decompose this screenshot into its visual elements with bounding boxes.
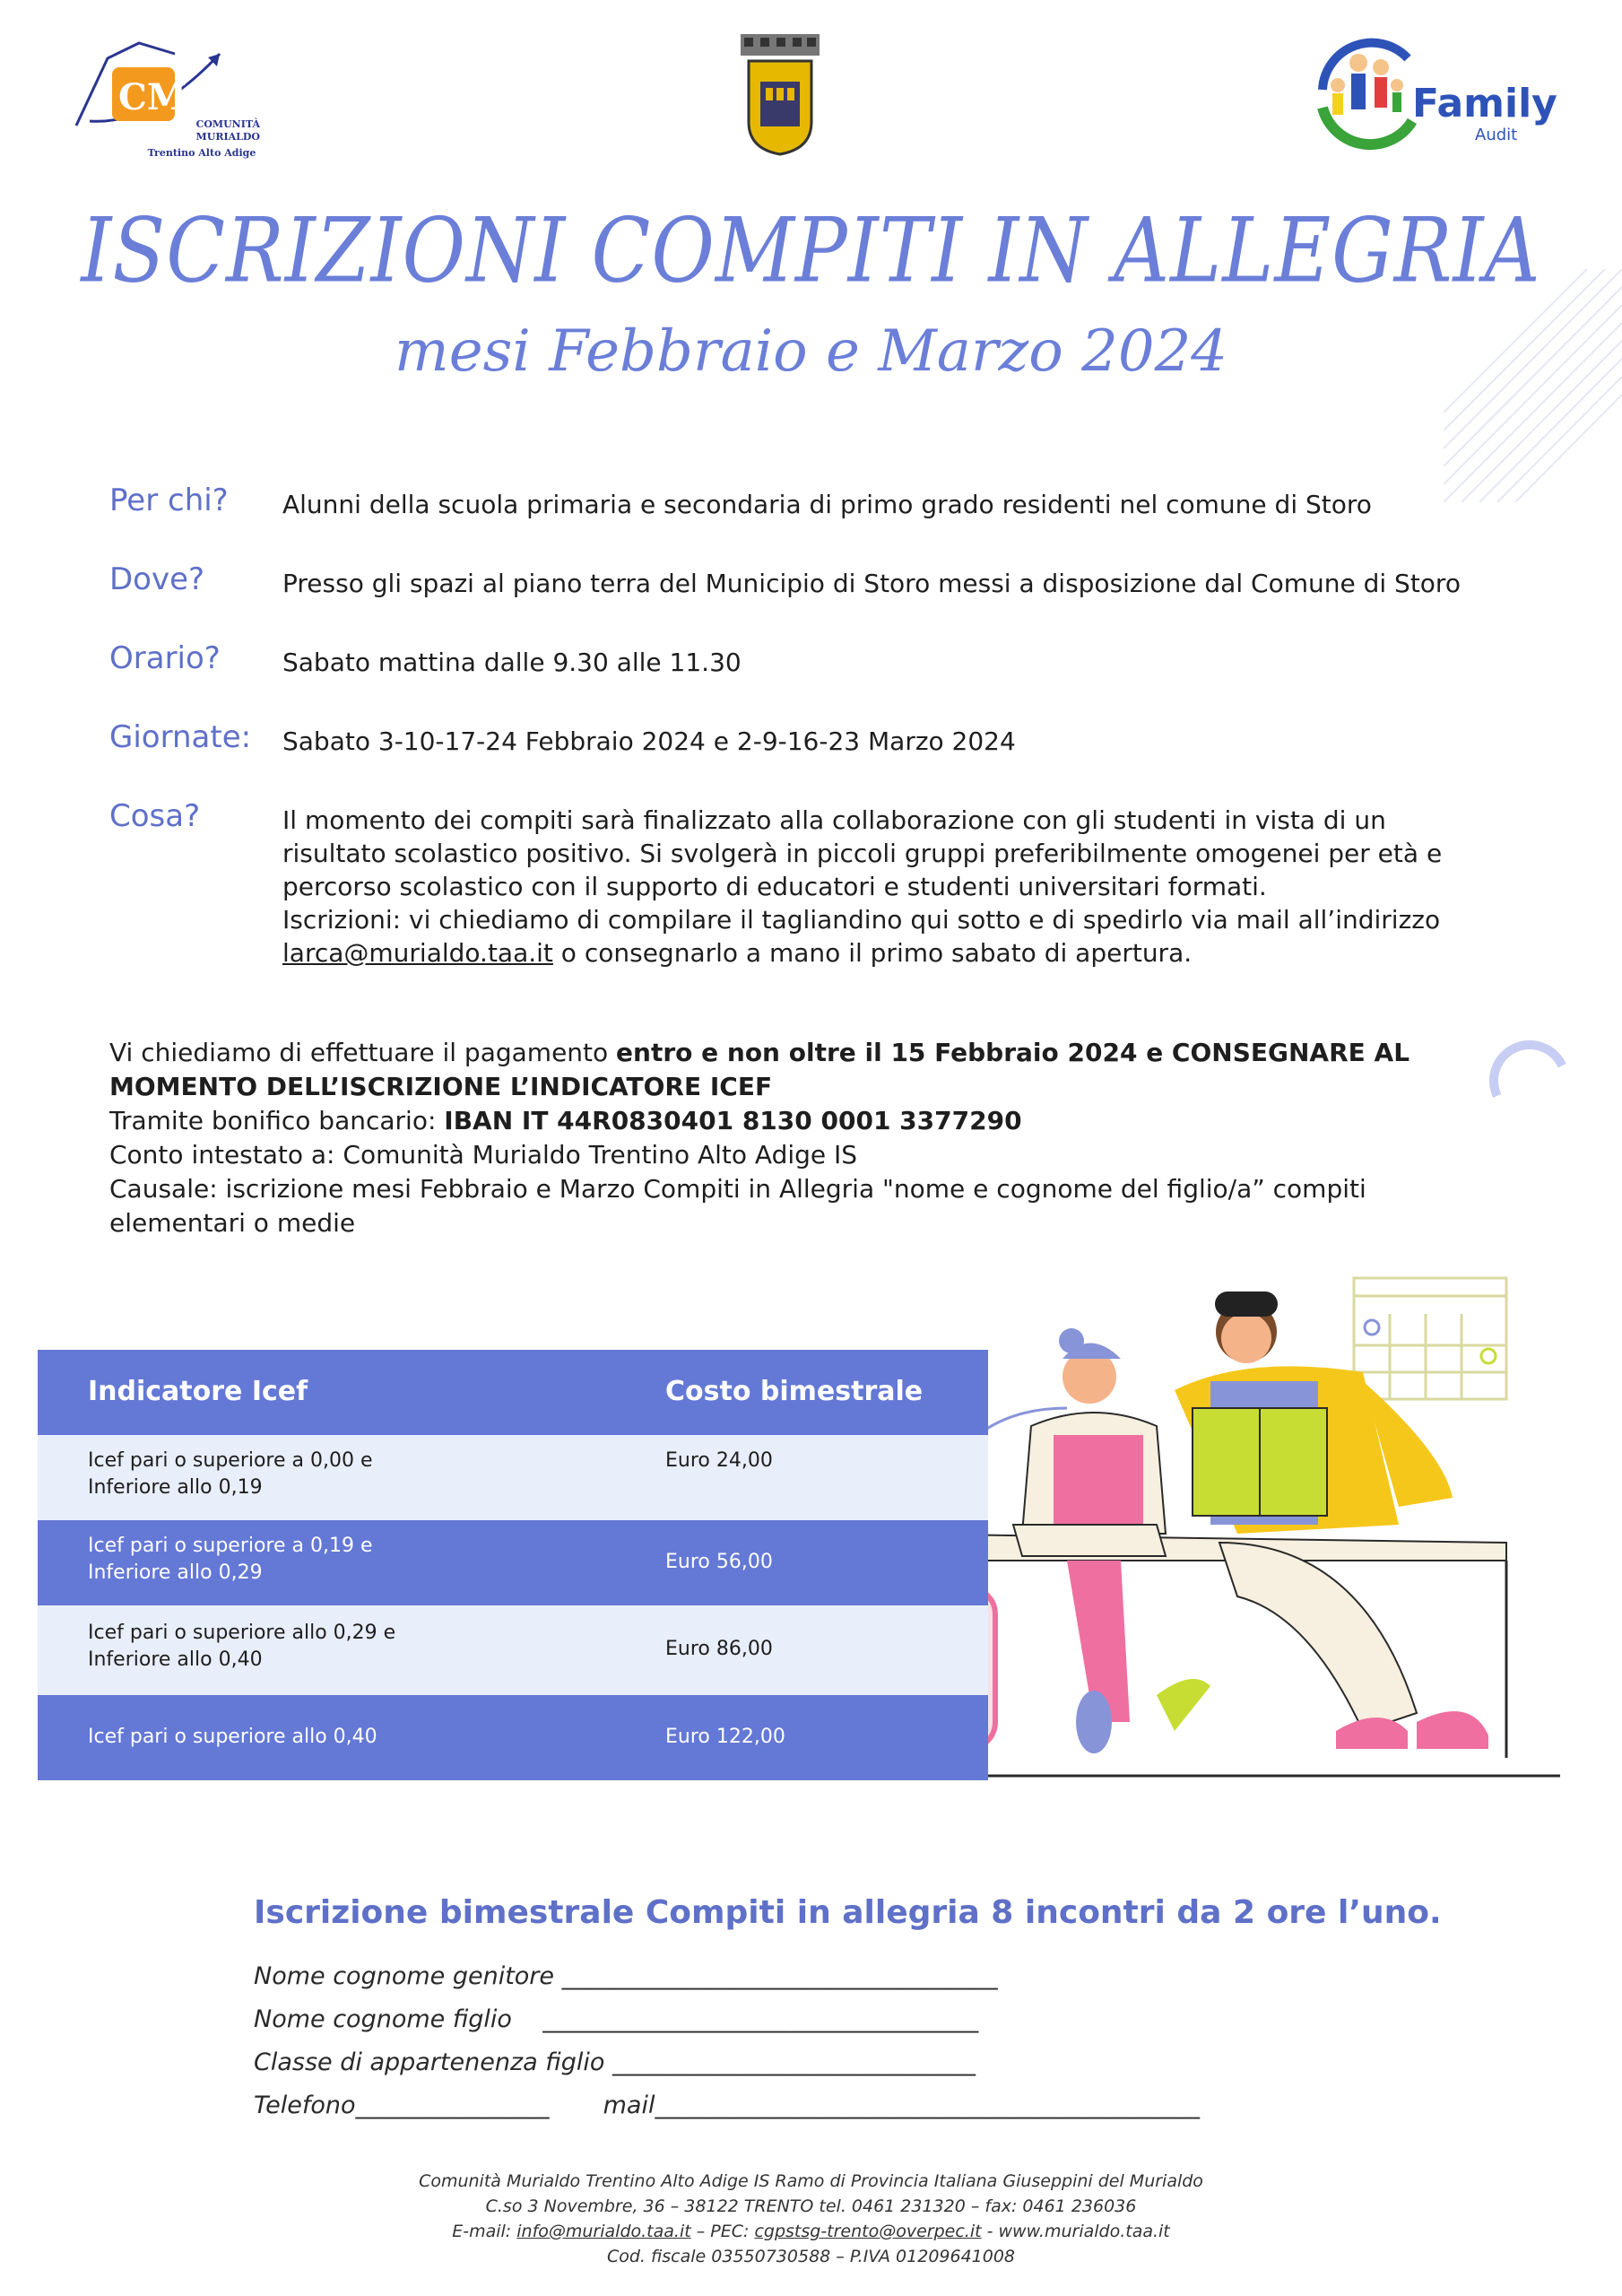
coat-of-arms-icon <box>735 32 825 158</box>
arc-decoration <box>1478 1029 1581 1132</box>
per-chi-label: Per chi? <box>109 483 229 518</box>
giornate-text: Sabato 3-10-17-24 Febbraio 2024 e 2-9-16-23 Marzo 2024 <box>282 726 1016 756</box>
svg-text:CM: CM <box>118 76 187 118</box>
table-row: Icef pari o superiore a 0,19 e Inferiore allo 0,29 Euro 56,00 <box>38 1520 988 1605</box>
parent-name-field[interactable]: Nome cognome genitore ____________________________________ <box>254 1962 998 1990</box>
footer-email-link[interactable]: info@murialdo.taa.it <box>516 2222 691 2241</box>
per-chi-text: Alunni della scuola primaria e secondaria di primo grado residenti nel comune di Storo <box>282 490 1372 519</box>
form-title: Iscrizione bimestrale Compiti in allegria 8 incontri da 2 ore l’uno. <box>254 1894 1442 1931</box>
header-indicator: Indicatore Icef <box>88 1376 308 1407</box>
table-header-row <box>38 1350 988 1435</box>
calendar-icon <box>1354 1278 1506 1399</box>
family-audit-logo: Family Audit <box>1309 36 1551 161</box>
giornate-label: Giornate: <box>109 719 252 755</box>
class-field[interactable]: Classe di appartenenza figlio ______________________________ <box>254 2048 976 2076</box>
page-title: ISCRIZIONI COMPITI IN ALLEGRIA <box>81 199 1541 303</box>
comunita-murialdo-logo: CM COMUNITÀ MURIALDO Trentino Alto Adige <box>72 36 260 170</box>
table-row: Icef pari o superiore allo 0,29 e Inferiore allo 0,40 Euro 86,00 <box>38 1605 988 1695</box>
dove-label: Dove? <box>109 561 205 597</box>
hatch-decoration <box>1444 269 1622 502</box>
footer-pec-link[interactable]: cgpstsg-trento@overpec.it <box>754 2222 982 2241</box>
page-subtitle: mesi Febbraio e Marzo 2024 <box>395 318 1227 385</box>
table-row: Icef pari o superiore a 0,00 e Inferiore allo 0,19 Euro 24,00 <box>38 1435 988 1520</box>
orario-text: Sabato mattina dalle 9.30 alle 11.30 <box>282 648 742 677</box>
dove-text: Presso gli spazi al piano terra del Municipio di Storo messi a disposizione dal Comune di Storo <box>282 569 1461 598</box>
email-link[interactable]: larca@murialdo.taa.it <box>282 938 553 968</box>
header-cost: Costo bimestrale <box>665 1376 924 1407</box>
cosa-text: Il momento dei compiti sarà finalizzato alla collaborazione con gli studenti in vista di un risultato scolastico positivo. Si svolgerà in piccoli gruppi preferibilmente omogenei per età e percorso scolastico con il supporto di educatori e studenti universitari formati. Iscrizioni: vi chiediamo di compilare il tagliandino qui sotto e di spedirlo via mail all’indirizzo larca@murialdo.taa.it o consegnarlo a mano il primo sabato di apertura. <box>282 805 1443 968</box>
table-row: Icef pari o superiore allo 0,40 Euro 122,00 <box>38 1695 988 1780</box>
cosa-label: Cosa? <box>109 798 201 834</box>
payment-info: Vi chiediamo di effettuare il pagamento entro e non oltre il 15 Febbraio 2024 e CONSEGNARE AL MOMENTO DELL’ISCRIZIONE L’INDICATORE ICEF Tramite bonifico bancario: IBAN IT 44R0830401 8130 0001 3377290 Conto intestato a: Comunità Murialdo Trentino Alto Adige IS Causale: iscrizione mesi Febbraio e Marzo Compiti in Allegria "nome e cognome del figlio/a” compiti elementari o medie <box>109 1038 1410 1238</box>
orario-label: Orario? <box>109 640 221 676</box>
phone-mail-field[interactable]: Telefono________________ mail_____________________________________________ <box>254 2092 1200 2119</box>
footer: Comunità Murialdo Trentino Alto Adige IS Ramo di Provincia Italiana Giuseppini del Murialdo C.so 3 Novembre, 36 – 38122 TRENTO tel. 0461 231320 – fax: 0461 236036 E-mail: info@murialdo.taa.it – PEC: cgpstsg-trento@overpec.it - www.murialdo.taa.it Cod. fiscale 03550730588 – P.IVA 01209641008 <box>419 2171 1203 2266</box>
child-name-field[interactable]: Nome cognome figlio ____________________________________ <box>254 2005 979 2033</box>
family-icon <box>1309 36 1426 152</box>
